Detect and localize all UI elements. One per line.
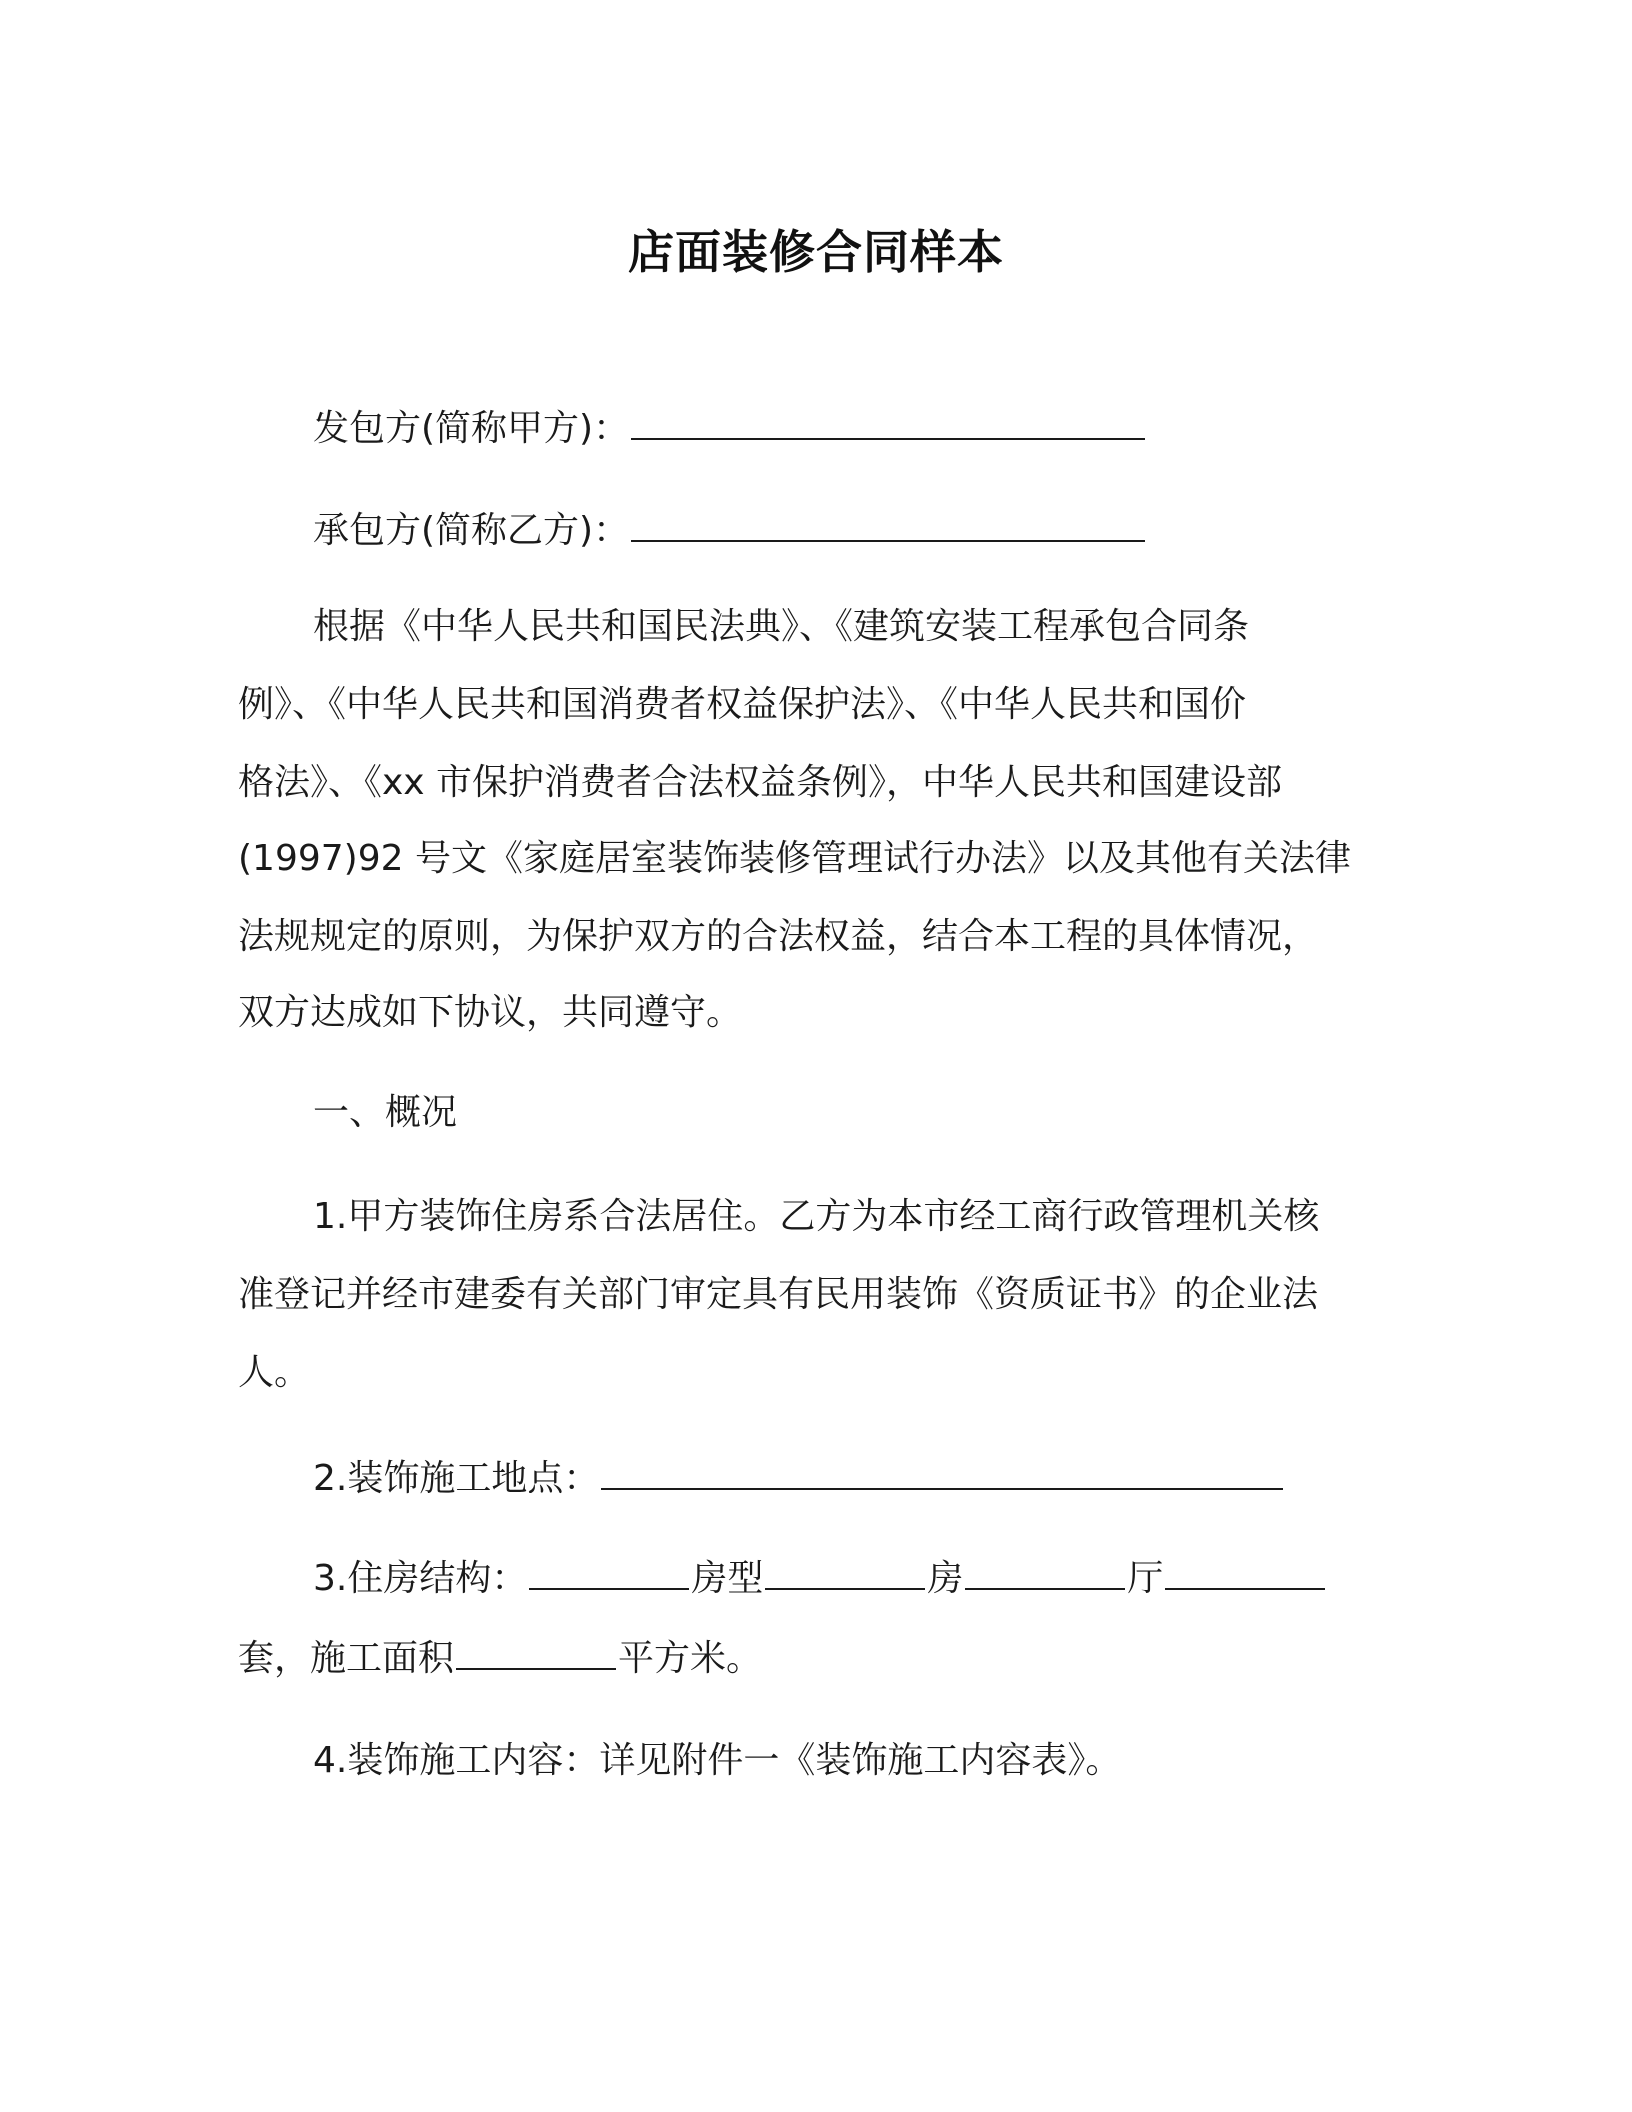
intro-line: 例》、《中华人民共和国消费者权益保护法》、《中华人民共和国价 [238, 684, 1247, 725]
structure-blank [1165, 1552, 1325, 1590]
party-b-blank [631, 504, 1145, 542]
item-2-label: 2.装饰施工地点： [313, 1458, 600, 1499]
structure-blank [765, 1552, 925, 1590]
item-3-word: 套，施工面积 [238, 1638, 455, 1679]
party-a-blank [631, 402, 1145, 440]
item-3-word: 厅 [1127, 1558, 1164, 1599]
intro-line: 格法》、《xx 市保护消费者合法权益条例》，中华人民共和国建设部 [238, 762, 1283, 803]
structure-blank [529, 1552, 689, 1590]
structure-blank [965, 1552, 1125, 1590]
item-4-line: 4.装饰施工内容：详见附件一《装饰施工内容表》。 [313, 1740, 1122, 1781]
party-a-label: 发包方(简称甲方)： [313, 408, 630, 449]
item-1-line: 准登记并经市建委有关部门审定具有民用装饰《资质证书》的企业法 [238, 1274, 1319, 1315]
site-address-blank [601, 1452, 1283, 1490]
item-3-label: 3.住房结构： [313, 1558, 528, 1599]
intro-line: 法规规定的原则，为保护双方的合法权益，结合本工程的具体情况， [238, 916, 1319, 957]
item-3-line-2 [238, 1632, 762, 1684]
intro-line: 双方达成如下协议，共同遵守。 [238, 992, 743, 1033]
item-2-line [313, 1452, 1285, 1504]
party-a-line [313, 402, 1147, 454]
item-3-word: 房型 [691, 1558, 764, 1599]
intro-line: 根据《中华人民共和国民法典》、《建筑安装工程承包合同条 [313, 606, 1250, 647]
party-b-label: 承包方(简称乙方)： [313, 510, 630, 551]
item-1-line: 人。 [238, 1352, 311, 1393]
item-1-line: 1.甲方装饰住房系合法居住。乙方为本市经工商行政管理机关核 [313, 1196, 1320, 1237]
document-title: 店面装修合同样本 [628, 225, 1004, 279]
intro-line: (1997)92 号文《家庭居室装饰装修管理试行办法》以及其他有关法律 [238, 838, 1351, 879]
section-heading: 一、概况 [313, 1092, 458, 1133]
area-blank [456, 1632, 616, 1670]
item-3-word: 平方米。 [618, 1638, 763, 1679]
item-3-word: 房 [927, 1558, 964, 1599]
party-b-line [313, 504, 1147, 556]
item-3-line [313, 1552, 1327, 1604]
